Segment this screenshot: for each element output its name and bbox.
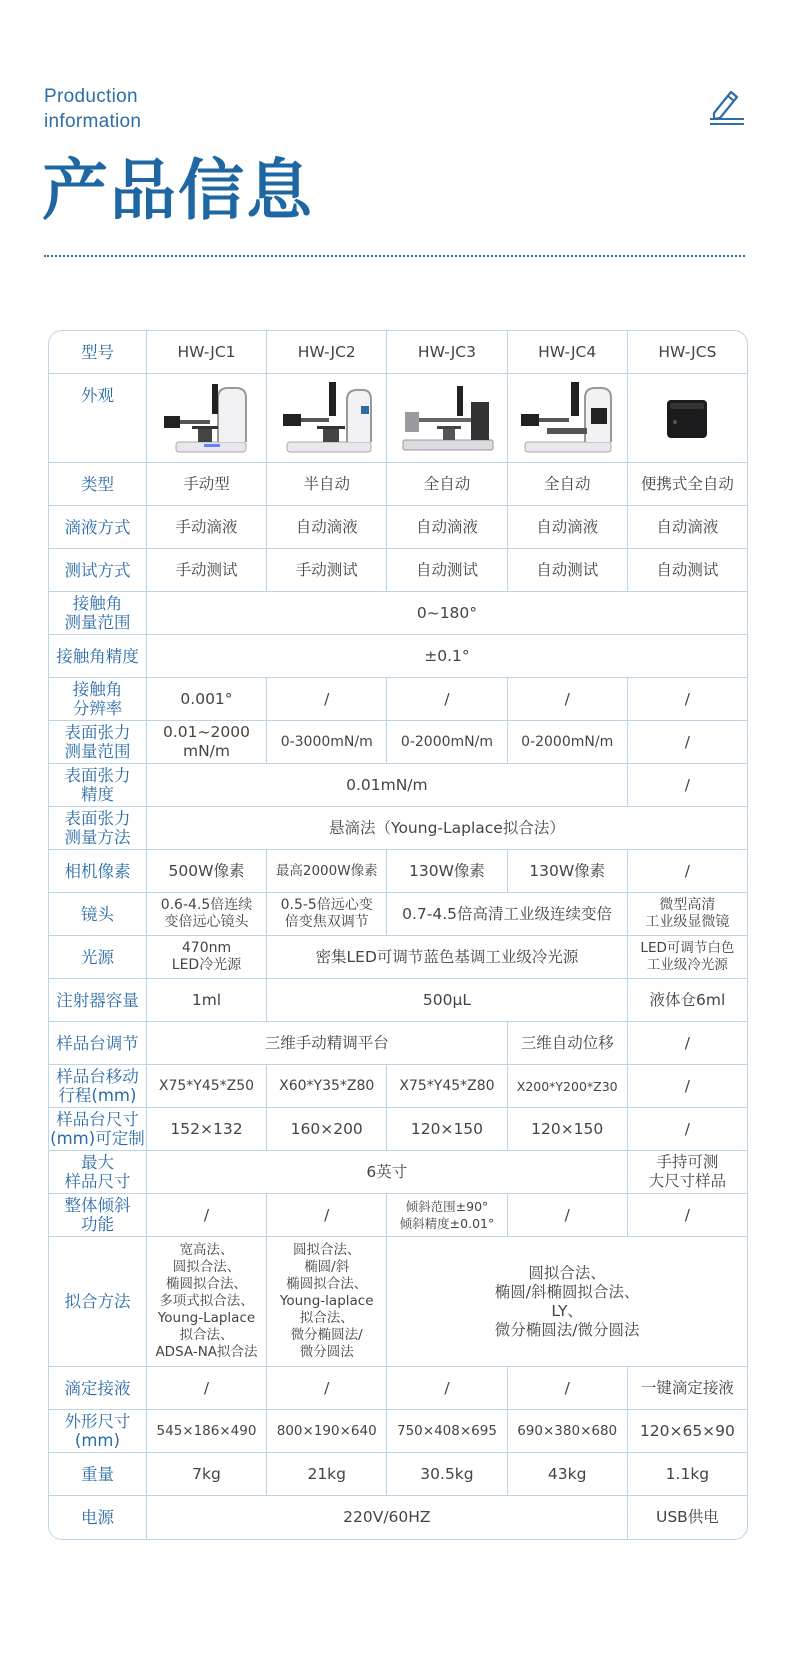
table-cell: 倾斜范围±90° 倾斜精度±0.01° <box>387 1194 507 1237</box>
row-label: 外观 <box>49 374 147 463</box>
row-label: 测试方式 <box>49 549 147 592</box>
table-cell: 自动滴液 <box>267 506 387 549</box>
page-title: 产品信息 <box>42 151 314 229</box>
table-cell: 545×186×490 <box>147 1410 267 1453</box>
row-label: 样品台尺寸 (mm)可定制 <box>49 1108 147 1151</box>
row-label: 外形尺寸 (mm) <box>49 1410 147 1453</box>
model-cell: HW-JC1 <box>147 331 267 374</box>
table-cell: / <box>147 1367 267 1410</box>
table-cell: 半自动 <box>267 463 387 506</box>
product-photo <box>637 378 737 458</box>
table-cell: 130W像素 <box>387 850 507 893</box>
table-cell: 470nm LED冷光源 <box>147 936 267 979</box>
table-cell: 160×200 <box>267 1108 387 1151</box>
table-cell: USB供电 <box>655 1508 719 1526</box>
table-cell: / <box>628 678 747 721</box>
product-image-jc1 <box>147 374 267 463</box>
table-cell: / <box>508 1367 628 1410</box>
table-cell: 三维自动位移 <box>508 1022 628 1065</box>
row-label: 重量 <box>49 1453 147 1496</box>
table-row-model <box>49 331 747 374</box>
table-cell: 7kg <box>147 1453 267 1496</box>
table-cell: 手动测试 <box>147 549 267 592</box>
table-row-ca-resolution <box>49 678 747 721</box>
table-row-st-range <box>49 721 747 764</box>
row-label: 表面张力 测量范围 <box>49 721 147 764</box>
row-label: 镜头 <box>49 893 147 936</box>
table-cell: / <box>508 678 628 721</box>
table-row-st-accuracy <box>49 764 747 807</box>
table-row-fit <box>49 1237 747 1367</box>
table-cell: 220V/60HZ <box>147 1496 628 1539</box>
table-cell: ±0.1° <box>147 635 747 678</box>
table-cell: 130W像素 <box>508 850 628 893</box>
table-row-drop <box>49 506 747 549</box>
table-row-camera <box>49 850 747 893</box>
table-cell: 0~180° <box>147 592 747 635</box>
table-cell: 0.01~2000 mN/m <box>147 721 267 764</box>
row-label: 类型 <box>49 463 147 506</box>
row-label: 表面张力 测量方法 <box>49 807 147 850</box>
table-cell: / <box>628 764 747 807</box>
table-cell: 自动滴液 <box>628 506 747 549</box>
table-cell: / <box>147 1194 267 1237</box>
table-cell: / <box>628 1022 747 1065</box>
table-cell: / <box>267 1367 387 1410</box>
table-cell: X60*Y35*Z80 <box>267 1065 387 1108</box>
table-cell: 微型高清 工业级显微镜 <box>628 893 747 936</box>
model-cell: HW-JC2 <box>267 331 387 374</box>
row-label: 表面张力 精度 <box>49 764 147 807</box>
table-cell: 最高2000W像素 <box>267 850 387 893</box>
table-cell: 6英寸 <box>147 1151 628 1194</box>
product-image-jc3 <box>387 374 507 463</box>
table-cell: 120×65×90 <box>628 1410 747 1453</box>
table-row-type <box>49 463 747 506</box>
table-cell: X200*Y200*Z30 <box>508 1065 628 1108</box>
row-label: 注射器容量 <box>49 979 147 1022</box>
table-cell: 一键滴定接液 <box>628 1367 747 1410</box>
header-english-line2: information <box>44 111 142 132</box>
table-cell: 自动测试 <box>508 549 628 592</box>
table-cell: 液体仓6ml <box>628 979 747 1022</box>
table-cell: 0.6-4.5倍连续 变倍远心镜头 <box>147 893 267 936</box>
row-label: 拟合方法 <box>49 1237 147 1367</box>
table-cell: 0-2000mN/m <box>387 721 507 764</box>
table-cell: 43kg <box>508 1453 628 1496</box>
table-row-syringe <box>49 979 747 1022</box>
table-cell: 120×150 <box>508 1108 628 1151</box>
table-row-power <box>49 1496 747 1539</box>
table-row-stage-size <box>49 1108 747 1151</box>
table-cell: 0-2000mN/m <box>508 721 628 764</box>
table-cell: X75*Y45*Z50 <box>147 1065 267 1108</box>
table-cell: 0.001° <box>147 678 267 721</box>
table-row-dimensions <box>49 1410 747 1453</box>
table-cell: 0.5-5倍远心变 倍变焦双调节 <box>267 893 387 936</box>
table-row-stage-travel <box>49 1065 747 1108</box>
table-cell: / <box>267 678 387 721</box>
row-label: 样品台调节 <box>49 1022 147 1065</box>
table-cell: 1ml <box>147 979 267 1022</box>
table-cell: / <box>628 1108 747 1151</box>
table-cell: 自动滴液 <box>387 506 507 549</box>
table-cell: / <box>387 1367 507 1410</box>
table-cell: / <box>508 1194 628 1237</box>
row-label: 光源 <box>49 936 147 979</box>
table-row-test <box>49 549 747 592</box>
product-image-jc4 <box>508 374 628 463</box>
table-cell: X75*Y45*Z80 <box>387 1065 507 1108</box>
table-row-max-sample <box>49 1151 747 1194</box>
row-label: 最大 样品尺寸 <box>49 1151 147 1194</box>
table-cell: 120×150 <box>387 1108 507 1151</box>
product-photo <box>277 378 377 458</box>
row-label: 接触角 测量范围 <box>49 592 147 635</box>
table-cell: 750×408×695 <box>387 1410 507 1453</box>
table-cell: / <box>628 1065 747 1108</box>
row-label: 整体倾斜 功能 <box>49 1194 147 1237</box>
table-cell: / <box>628 721 747 764</box>
product-photo <box>156 378 256 458</box>
table-cell: 0.7-4.5倍高清工业级连续变倍 <box>387 893 627 936</box>
table-cell: 0.01mN/m <box>147 764 628 807</box>
row-label: 接触角 分辨率 <box>49 678 147 721</box>
model-cell: HW-JCS <box>628 331 747 374</box>
table-row-stage-adjust <box>49 1022 747 1065</box>
table-row-lens <box>49 893 747 936</box>
product-image-jc2 <box>267 374 387 463</box>
dotted-divider <box>44 255 745 257</box>
table-cell: 便携式全自动 <box>628 463 747 506</box>
table-cell: 全自动 <box>508 463 628 506</box>
table-cell: 圆拟合法、 椭圆/斜椭圆拟合法、 LY、 微分椭圆法/微分圆法 <box>387 1237 747 1367</box>
table-cell: 手动测试 <box>267 549 387 592</box>
table-cell: 手动滴液 <box>147 506 267 549</box>
row-label: 电源 <box>49 1496 147 1539</box>
table-cell: 手持可测 大尺寸样品 <box>628 1151 747 1194</box>
header-english-line1: Production <box>44 86 138 107</box>
table-cell: 自动测试 <box>628 549 747 592</box>
table-cell: 手动型 <box>147 463 267 506</box>
table-cell: 500W像素 <box>147 850 267 893</box>
spec-table <box>48 330 748 1540</box>
table-cell: 自动滴液 <box>508 506 628 549</box>
table-cell: 1.1kg <box>628 1453 747 1496</box>
pen-edit-icon <box>706 86 746 126</box>
product-image-jcs <box>628 374 747 463</box>
table-cell: 800×190×640 <box>267 1410 387 1453</box>
header-english <box>44 84 141 134</box>
table-cell: 500μL <box>267 979 628 1022</box>
row-label: 接触角精度 <box>49 635 147 678</box>
table-row-appearance <box>49 374 747 463</box>
table-row-light <box>49 936 747 979</box>
table-cell: 密集LED可调节蓝色基调工业级冷光源 <box>267 936 628 979</box>
row-label: 滴定接液 <box>49 1367 147 1410</box>
table-cell: 宽高法、 圆拟合法、 椭圆拟合法、 多项式拟合法、 Young-Laplace 拟合法、 ADSA-NA拟合法 <box>147 1237 267 1367</box>
row-label: 相机像素 <box>49 850 147 893</box>
table-row-ca-range <box>49 592 747 635</box>
table-cell: 152×132 <box>147 1108 267 1151</box>
table-row-ca-accuracy <box>49 635 747 678</box>
table-cell: 21kg <box>267 1453 387 1496</box>
model-cell: HW-JC4 <box>508 331 628 374</box>
table-cell: LED可调节白色 工业级冷光源 <box>628 936 747 979</box>
table-cell: / <box>628 1194 747 1237</box>
table-cell: 全自动 <box>387 463 507 506</box>
table-cell: / <box>267 1194 387 1237</box>
table-cell: 0-3000mN/m <box>267 721 387 764</box>
row-label: 样品台移动 行程(mm) <box>49 1065 147 1108</box>
product-photo <box>517 378 617 458</box>
table-row-titration <box>49 1367 747 1410</box>
table-cell: 690×380×680 <box>508 1410 628 1453</box>
table-row-tilt <box>49 1194 747 1237</box>
table-cell: 悬滴法（Young-Laplace拟合法） <box>147 807 747 850</box>
model-cell: HW-JC3 <box>387 331 507 374</box>
table-cell: / <box>387 678 507 721</box>
row-label: 滴液方式 <box>49 506 147 549</box>
table-cell: / <box>628 850 747 893</box>
table-row-weight <box>49 1453 747 1496</box>
product-photo <box>397 378 497 458</box>
table-row-st-method <box>49 807 747 850</box>
row-label: 型号 <box>49 331 147 374</box>
table-cell: 自动测试 <box>387 549 507 592</box>
table-cell: 30.5kg <box>387 1453 507 1496</box>
table-cell: 三维手动精调平台 <box>147 1022 508 1065</box>
table-cell: 圆拟合法、 椭圆/斜 椭圆拟合法、 Young-laplace 拟合法、 微分椭圆法/ 微分圆法 <box>267 1237 387 1367</box>
